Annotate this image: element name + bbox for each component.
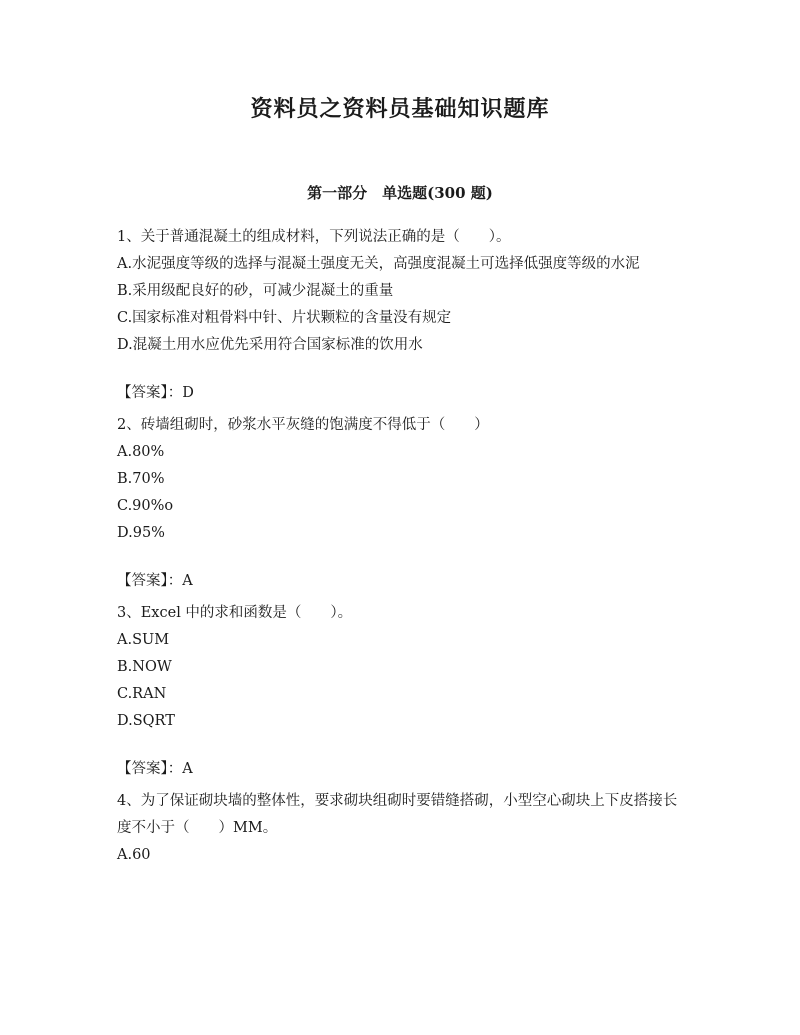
question-stem: 1、关于普通混凝土的组成材料，下列说法正确的是（ ）。 — [117, 229, 511, 245]
question-option: B.70% — [117, 471, 165, 487]
question-option: A.SUM — [117, 632, 170, 648]
question-option: A.80% — [117, 444, 165, 460]
question-option: D.混凝土用水应优先采用符合国家标准的饮用水 — [117, 337, 423, 353]
question-option: D.95% — [117, 525, 165, 541]
question-1 — [117, 224, 687, 407]
question-option: D.SQRT — [117, 713, 175, 729]
question-option: B.采用级配良好的砂，可减少混凝土的重量 — [117, 283, 394, 299]
answer-line: 【答案】：A — [117, 573, 193, 589]
section-title: 第一部分 单选题(300 题) — [307, 184, 493, 202]
answer-line: 【答案】：A — [117, 761, 193, 777]
question-option: A.水泥强度等级的选择与混凝土强度无关，高强度混凝土可选择低强度等级的水泥 — [117, 256, 640, 272]
answer-line: 【答案】：D — [117, 385, 194, 401]
question-list — [117, 224, 687, 869]
question-option: C.RAN — [117, 686, 167, 702]
question-option: C.国家标准对粗骨料中针、片状颗粒的含量没有规定 — [117, 310, 452, 326]
document-title: 资料员之资料员基础知识题库 — [250, 96, 550, 122]
question-option: C.90%o — [117, 498, 174, 514]
question-stem: 2、砖墙组砌时，砂浆水平灰缝的饱满度不得低于（ ） — [117, 417, 489, 433]
question-3 — [117, 600, 687, 783]
question-option: A.60 — [117, 847, 151, 863]
question-stem: 3、Excel 中的求和函数是（ ）。 — [117, 605, 353, 621]
question-option: B.NOW — [117, 659, 172, 675]
question-2 — [117, 412, 687, 595]
question-stem: 4、为了保证砌块墙的整体性，要求砌块组砌时要错缝搭砌，小型空心砌块上下皮搭接长度不小于（ ）MM。 — [117, 793, 678, 836]
question-4 — [117, 788, 687, 869]
